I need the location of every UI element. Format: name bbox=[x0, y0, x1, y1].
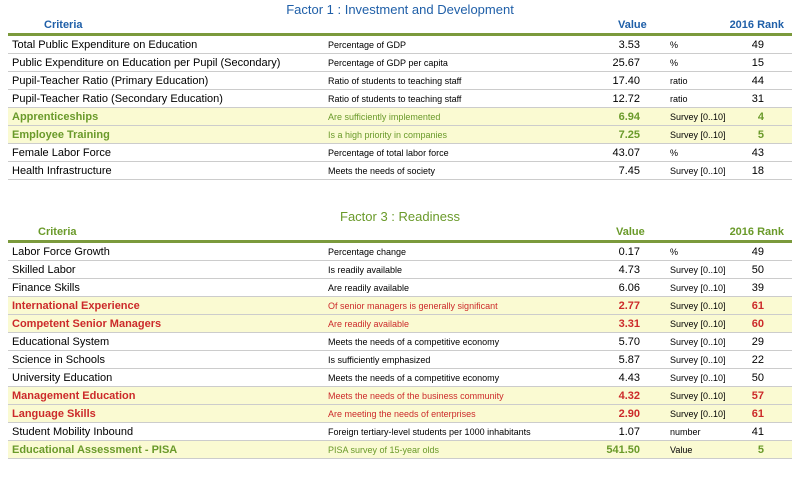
criteria-unit: Survey [0..10] bbox=[670, 373, 726, 383]
criteria-name: Management Education bbox=[12, 390, 136, 402]
criteria-rank: 22 bbox=[751, 354, 764, 366]
criteria-unit: Survey [0..10] bbox=[670, 409, 726, 419]
table-row bbox=[8, 108, 792, 126]
criteria-header: Criteria bbox=[44, 19, 83, 31]
criteria-value: 12.72 bbox=[612, 93, 640, 105]
criteria-value: 4.73 bbox=[618, 264, 640, 276]
criteria-rank: 49 bbox=[751, 39, 764, 51]
criteria-unit: Survey [0..10] bbox=[670, 355, 726, 365]
criteria-rank: 5 bbox=[757, 129, 764, 141]
rank-header: 2016 Rank bbox=[729, 19, 784, 31]
criteria-description: Percentage of total labor force bbox=[328, 148, 449, 158]
table-row bbox=[8, 441, 792, 459]
factor1-rows bbox=[8, 36, 792, 180]
criteria-rank: 15 bbox=[751, 57, 764, 69]
criteria-name: Language Skills bbox=[12, 408, 96, 420]
criteria-unit: Survey [0..10] bbox=[670, 283, 726, 293]
table-row bbox=[8, 36, 792, 54]
criteria-value: 541.50 bbox=[606, 444, 640, 456]
criteria-name: Public Expenditure on Education per Pupil (Secondary) bbox=[12, 57, 281, 69]
criteria-unit: ratio bbox=[670, 76, 688, 86]
criteria-description: Is a high priority in companies bbox=[328, 130, 448, 140]
criteria-description: Is readily available bbox=[328, 265, 403, 275]
criteria-value: 2.77 bbox=[618, 300, 640, 312]
criteria-unit: % bbox=[670, 58, 679, 68]
criteria-description: Percentage change bbox=[328, 247, 407, 257]
criteria-name: Apprenticeships bbox=[12, 111, 99, 123]
criteria-name: International Experience bbox=[12, 300, 140, 312]
value-header: Value bbox=[618, 19, 647, 31]
criteria-name: Science in Schools bbox=[12, 354, 105, 366]
criteria-value: 5.87 bbox=[618, 354, 640, 366]
criteria-description: Ratio of students to teaching staff bbox=[328, 76, 462, 86]
criteria-description: Are meeting the needs of enterprises bbox=[328, 409, 476, 419]
factor3-section bbox=[8, 209, 792, 459]
criteria-name: Student Mobility Inbound bbox=[12, 426, 134, 438]
value-header: Value bbox=[616, 226, 645, 238]
criteria-rank: 29 bbox=[751, 336, 764, 348]
factor3-header-row bbox=[8, 226, 792, 243]
criteria-value: 5.70 bbox=[618, 336, 640, 348]
criteria-description: Foreign tertiary-level students per 1000 inhabitants bbox=[328, 427, 531, 437]
criteria-name: Educational Assessment - PISA bbox=[12, 444, 178, 456]
criteria-value: 1.07 bbox=[618, 426, 640, 438]
criteria-description: Meets the needs of a competitive economy bbox=[328, 337, 500, 347]
criteria-rank: 49 bbox=[751, 246, 764, 258]
criteria-value: 4.32 bbox=[618, 390, 640, 402]
criteria-unit: Survey [0..10] bbox=[670, 112, 726, 122]
criteria-value: 3.31 bbox=[618, 318, 640, 330]
table-row bbox=[8, 315, 792, 333]
criteria-unit: Survey [0..10] bbox=[670, 301, 726, 311]
criteria-value: 17.40 bbox=[612, 75, 640, 87]
criteria-value: 6.94 bbox=[618, 111, 640, 123]
criteria-name: Total Public Expenditure on Education bbox=[12, 39, 198, 51]
criteria-rank: 57 bbox=[751, 390, 764, 402]
criteria-unit: Value bbox=[670, 445, 693, 455]
table-row bbox=[8, 423, 792, 441]
criteria-description: Meets the needs of society bbox=[328, 166, 436, 176]
criteria-description: Percentage of GDP per capita bbox=[328, 58, 448, 68]
criteria-rank: 50 bbox=[751, 264, 764, 276]
table-row bbox=[8, 261, 792, 279]
criteria-unit: % bbox=[670, 247, 679, 257]
table-row bbox=[8, 72, 792, 90]
criteria-unit: ratio bbox=[670, 94, 688, 104]
criteria-header: Criteria bbox=[38, 226, 77, 238]
criteria-rank: 39 bbox=[751, 282, 764, 294]
criteria-unit: Survey [0..10] bbox=[670, 337, 726, 347]
criteria-unit: number bbox=[670, 427, 701, 437]
criteria-name: Pupil-Teacher Ratio (Secondary Education) bbox=[12, 93, 223, 105]
table-row bbox=[8, 243, 792, 261]
criteria-name: Labor Force Growth bbox=[12, 246, 110, 258]
criteria-rank: 50 bbox=[751, 372, 764, 384]
criteria-value: 0.17 bbox=[618, 246, 640, 258]
criteria-rank: 5 bbox=[757, 444, 764, 456]
criteria-unit: Survey [0..10] bbox=[670, 265, 726, 275]
criteria-value: 6.06 bbox=[618, 282, 640, 294]
table-row bbox=[8, 162, 792, 180]
table-row bbox=[8, 387, 792, 405]
criteria-description: Is sufficiently emphasized bbox=[328, 355, 431, 365]
criteria-description: Are sufficiently implemented bbox=[328, 112, 441, 122]
criteria-unit: Survey [0..10] bbox=[670, 166, 726, 176]
table-row bbox=[8, 405, 792, 423]
table-row bbox=[8, 90, 792, 108]
table-row bbox=[8, 351, 792, 369]
criteria-unit: Survey [0..10] bbox=[670, 391, 726, 401]
criteria-description: Percentage of GDP bbox=[328, 40, 407, 50]
table-row bbox=[8, 279, 792, 297]
criteria-value: 7.25 bbox=[618, 129, 640, 141]
criteria-name: Health Infrastructure bbox=[12, 165, 112, 177]
table-row bbox=[8, 297, 792, 315]
criteria-rank: 31 bbox=[751, 93, 764, 105]
criteria-unit: % bbox=[670, 148, 679, 158]
criteria-description: Meets the needs of a competitive economy bbox=[328, 373, 500, 383]
criteria-description: Ratio of students to teaching staff bbox=[328, 94, 462, 104]
factor1-section bbox=[8, 2, 792, 180]
criteria-rank: 4 bbox=[757, 111, 764, 123]
rank-header: 2016 Rank bbox=[729, 226, 784, 238]
table-row bbox=[8, 54, 792, 72]
criteria-value: 25.67 bbox=[612, 57, 640, 69]
criteria-name: Educational System bbox=[12, 336, 110, 348]
table-row bbox=[8, 126, 792, 144]
criteria-name: Pupil-Teacher Ratio (Primary Education) bbox=[12, 75, 209, 87]
criteria-rank: 61 bbox=[751, 408, 764, 420]
factor3-title: Factor 3 : Readiness bbox=[340, 209, 460, 224]
criteria-unit: Survey [0..10] bbox=[670, 319, 726, 329]
criteria-value: 7.45 bbox=[618, 165, 640, 177]
criteria-rank: 43 bbox=[751, 147, 764, 159]
table-row bbox=[8, 369, 792, 387]
criteria-rank: 60 bbox=[751, 318, 764, 330]
factor3-rows bbox=[8, 243, 792, 459]
criteria-description: Are readily available bbox=[328, 319, 410, 329]
criteria-description: Meets the needs of the business community bbox=[328, 391, 504, 401]
criteria-name: Competent Senior Managers bbox=[12, 318, 162, 330]
factor1-title: Factor 1 : Investment and Development bbox=[286, 2, 514, 17]
criteria-value: 2.90 bbox=[618, 408, 640, 420]
criteria-value: 4.43 bbox=[618, 372, 640, 384]
criteria-value: 3.53 bbox=[618, 39, 640, 51]
table-row bbox=[8, 144, 792, 162]
criteria-rank: 61 bbox=[751, 300, 764, 312]
criteria-unit: % bbox=[670, 40, 679, 50]
table-row bbox=[8, 333, 792, 351]
criteria-name: University Education bbox=[12, 372, 113, 384]
criteria-rank: 44 bbox=[751, 75, 764, 87]
criteria-description: Are readily available bbox=[328, 283, 410, 293]
criteria-name: Finance Skills bbox=[12, 282, 80, 294]
criteria-unit: Survey [0..10] bbox=[670, 130, 726, 140]
criteria-value: 43.07 bbox=[612, 147, 640, 159]
criteria-rank: 18 bbox=[751, 165, 764, 177]
criteria-name: Female Labor Force bbox=[12, 147, 112, 159]
criteria-name: Employee Training bbox=[12, 129, 110, 141]
criteria-description: Of senior managers is generally significant bbox=[328, 301, 498, 311]
criteria-description: PISA survey of 15-year olds bbox=[328, 445, 440, 455]
criteria-name: Skilled Labor bbox=[12, 264, 76, 276]
criteria-rank: 41 bbox=[751, 426, 764, 438]
factor1-header-row bbox=[8, 19, 792, 36]
